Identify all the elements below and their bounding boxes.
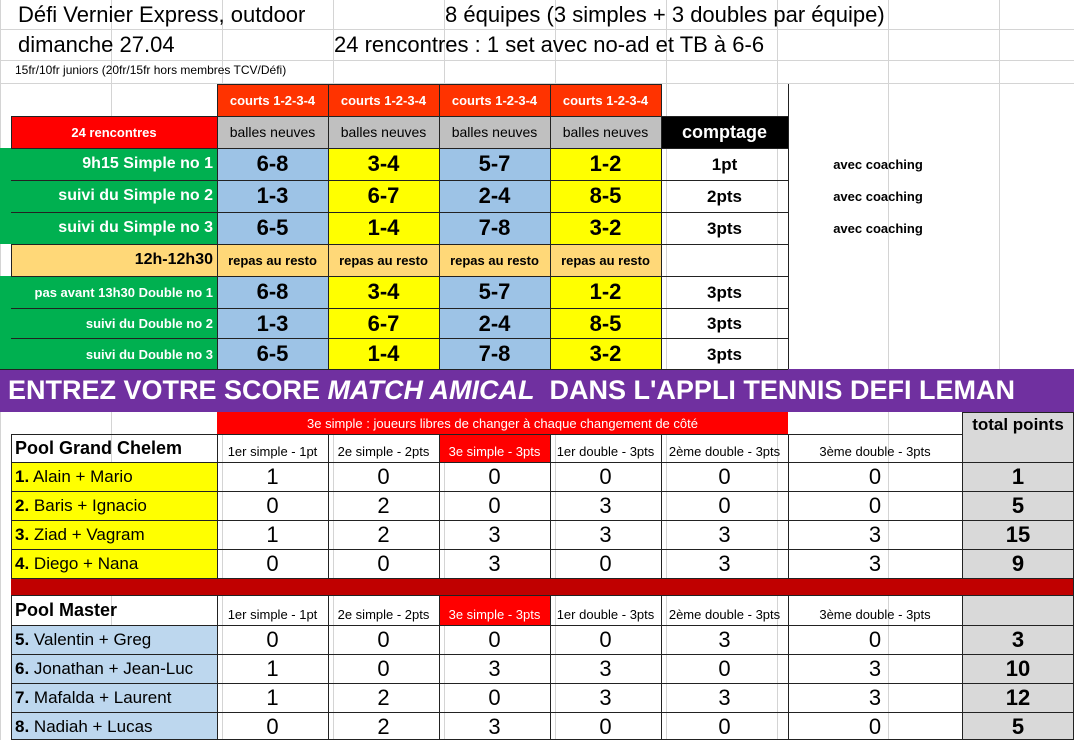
team-label: Ziad + Vagram	[29, 525, 145, 544]
points-value: 3pts	[707, 282, 742, 302]
grid-line	[11, 338, 788, 339]
column-header: 2e simple - 2pts	[337, 607, 430, 622]
team-label: Jonathan + Jean-Luc	[29, 659, 194, 678]
match-pairing: 6-8	[217, 276, 328, 308]
team-name	[11, 654, 217, 683]
double-row-label: suivi du Double no 3	[85, 346, 213, 362]
grid-line	[11, 212, 788, 213]
grid-line	[550, 84, 551, 369]
team-label: Mafalda + Laurent	[29, 688, 172, 707]
team-label: Alain + Mario	[29, 467, 133, 486]
grid-line	[217, 595, 218, 740]
grid-line	[217, 84, 218, 369]
team-number: 4.	[15, 554, 30, 573]
team-label: Nadiah + Lucas	[29, 717, 153, 736]
score-cell: 0	[488, 492, 501, 518]
rencontres-count: 24 rencontres	[11, 116, 217, 148]
lunch-label: repas au resto	[217, 244, 328, 276]
points-value: 3pts	[707, 314, 742, 333]
score-cell: 2	[377, 684, 390, 710]
column-header: 1er double - 3pts	[556, 444, 655, 459]
column-header: 1er simple - 1pt	[227, 607, 318, 622]
lunch-label: repas au resto	[328, 244, 439, 276]
grid-line	[11, 654, 1074, 655]
courts-header: courts 1-2-3-4	[550, 84, 661, 116]
score-cell: 0	[868, 463, 882, 489]
grid-line	[11, 180, 788, 181]
grid-line	[439, 434, 440, 578]
score-cell: 3	[599, 492, 612, 518]
score-cell: 1	[266, 684, 279, 710]
match-pairing: 7-8	[439, 339, 550, 369]
column-header: 3ème double - 3pts	[819, 607, 931, 622]
team-number: 2.	[15, 496, 30, 515]
balls-label: balles neuves	[328, 116, 439, 148]
match-pairing: 1-2	[550, 148, 661, 180]
score-cell: 0	[377, 655, 390, 681]
team-total: 5	[962, 712, 1074, 740]
grid-line	[439, 84, 440, 369]
score-cell: 3	[599, 521, 612, 547]
score-cell: 0	[868, 713, 882, 739]
score-cell: 3	[868, 521, 882, 547]
team-name	[11, 683, 217, 712]
score-cell: 3	[488, 550, 501, 576]
team-number: 7.	[15, 688, 30, 707]
score-cell: 0	[868, 492, 882, 518]
team-total: 5	[962, 491, 1074, 520]
team-total: 10	[962, 654, 1074, 683]
team-total: 3	[962, 625, 1074, 654]
third-single-note: 3e simple : joueurs libres de changer à chaque changement de côté	[217, 412, 788, 434]
column-header: 3e simple - 3pts	[439, 434, 550, 462]
column-header: 2e simple - 2pts	[337, 444, 430, 459]
grid-line	[11, 625, 1074, 626]
match-pairing: 3-4	[328, 276, 439, 308]
team-name	[11, 625, 217, 654]
score-cell: 0	[266, 492, 279, 518]
match-pairing: 6-5	[217, 339, 328, 369]
coaching-note: avec coaching	[833, 188, 923, 204]
simple-row-label: suivi du Simple no 3	[58, 219, 213, 236]
match-pairing: 6-8	[217, 148, 328, 180]
team-total: 1	[962, 462, 1074, 491]
grid-line	[11, 683, 1074, 684]
column-header: 3e simple - 3pts	[439, 595, 550, 625]
grid-line	[11, 116, 12, 148]
column-header: 1er double - 3pts	[556, 607, 655, 622]
score-cell: 0	[718, 492, 731, 518]
score-cell: 0	[488, 684, 501, 710]
score-cell: 3	[488, 713, 501, 739]
grid-line	[550, 595, 551, 740]
lunch-label: repas au resto	[439, 244, 550, 276]
grid-line	[11, 308, 788, 309]
score-cell: 0	[266, 550, 279, 576]
score-cell: 0	[488, 463, 501, 489]
team-number: 3.	[15, 525, 30, 544]
match-pairing: 6-5	[217, 212, 328, 244]
score-cell: 1	[266, 521, 279, 547]
score-cell: 2	[377, 713, 390, 739]
score-cell: 3	[868, 655, 882, 681]
score-cell: 3	[718, 521, 731, 547]
grid-line	[11, 244, 788, 245]
format-info: 24 rencontres : 1 set avec no-ad et TB à 6-6	[334, 31, 765, 57]
teams-info: 8 équipes (3 simples + 3 doubles par équipe)	[445, 1, 885, 27]
grid-line	[11, 434, 962, 435]
score-cell: 3	[718, 626, 731, 652]
grid-line	[0, 369, 788, 370]
match-pairing: 6-7	[328, 180, 439, 212]
score-cell: 0	[868, 626, 882, 652]
score-cell: 0	[266, 626, 279, 652]
banner-text-start: ENTREZ VOTRE SCORE	[8, 375, 328, 405]
comptage-header: comptage	[661, 116, 788, 148]
match-pairing: 3-2	[550, 339, 661, 369]
score-cell: 0	[718, 655, 731, 681]
column-header: 3ème double - 3pts	[819, 444, 931, 459]
score-cell: 3	[718, 684, 731, 710]
team-name	[11, 462, 217, 491]
score-cell: 3	[599, 655, 612, 681]
score-cell: 1	[266, 463, 279, 489]
points-value: 1pt	[711, 154, 738, 174]
total-column-bg	[962, 434, 1074, 462]
score-cell: 3	[868, 550, 882, 576]
lunch-label: repas au resto	[550, 244, 661, 276]
column-header: 2ème double - 3pts	[668, 607, 781, 622]
column-header: 1er simple - 1pt	[227, 444, 318, 459]
grid-line	[962, 412, 1074, 413]
match-pairing: 5-7	[439, 276, 550, 308]
match-pairing: 1-4	[328, 339, 439, 369]
banner-text-end: DANS L'APPLI TENNIS DEFI LEMAN	[534, 375, 1015, 405]
grid-line	[661, 595, 662, 740]
score-cell: 3	[599, 684, 612, 710]
grid-line	[962, 412, 963, 434]
match-pairing: 6-7	[328, 308, 439, 339]
balls-label: balles neuves	[550, 116, 661, 148]
grid-line	[788, 595, 789, 740]
pool-separator	[11, 578, 1074, 595]
match-pairing: 1-3	[217, 308, 328, 339]
grid-line	[11, 712, 1074, 713]
score-cell: 0	[488, 626, 501, 652]
score-cell: 0	[599, 713, 612, 739]
grid-line	[11, 116, 788, 117]
team-name	[11, 491, 217, 520]
grid-line	[661, 434, 662, 578]
score-cell: 2	[377, 521, 390, 547]
balls-label: balles neuves	[217, 116, 328, 148]
points-value: 2pts	[707, 186, 742, 206]
double-row-label: pas avant 13h30 Double no 1	[34, 284, 213, 300]
total-points-header: total points	[962, 412, 1074, 436]
score-cell: 0	[599, 626, 612, 652]
simple-row-label: suivi du Simple no 2	[58, 187, 213, 204]
total-column-bg	[962, 595, 1074, 625]
grid-line	[11, 595, 12, 740]
score-cell: 2	[377, 492, 390, 518]
team-total: 15	[962, 520, 1074, 549]
team-name	[11, 520, 217, 549]
team-number: 6.	[15, 659, 30, 678]
event-date: dimanche 27.04	[18, 31, 175, 57]
score-cell: 0	[377, 626, 390, 652]
grid-line	[217, 434, 218, 578]
match-pairing: 2-4	[439, 180, 550, 212]
team-total: 12	[962, 683, 1074, 712]
match-pairing: 8-5	[550, 308, 661, 339]
courts-header: courts 1-2-3-4	[439, 84, 550, 116]
grid-line	[11, 462, 1074, 463]
grid-line	[962, 434, 963, 578]
grid-line	[328, 434, 329, 578]
points-value: 3pts	[707, 218, 742, 238]
score-cell: 0	[377, 550, 390, 576]
match-pairing: 5-7	[439, 148, 550, 180]
match-pairing: 3-4	[328, 148, 439, 180]
grid-line	[11, 434, 12, 578]
grid-line	[11, 520, 1074, 521]
points-value: 3pts	[707, 344, 742, 364]
grid-line	[11, 578, 1074, 579]
score-cell: 3	[718, 550, 731, 576]
grid-line	[11, 148, 788, 149]
grid-line	[661, 116, 662, 369]
match-pairing: 3-2	[550, 212, 661, 244]
lunch-time: 12h-12h30	[11, 244, 217, 276]
double-row-label: suivi du Double no 2	[85, 316, 213, 331]
grid-line	[962, 595, 963, 740]
team-total: 9	[962, 549, 1074, 578]
fees-info: 15fr/10fr juniors (20fr/15fr hors membres TCV/Défi)	[15, 63, 287, 77]
courts-header: courts 1-2-3-4	[217, 84, 328, 116]
team-name	[11, 712, 217, 740]
score-cell: 0	[599, 463, 612, 489]
match-pairing: 8-5	[550, 180, 661, 212]
grid-line	[788, 84, 789, 369]
match-pairing: 1-2	[550, 276, 661, 308]
team-label: Valentin + Greg	[29, 630, 152, 649]
grid-line	[550, 434, 551, 578]
banner-emphasis: MATCH AMICAL	[327, 375, 535, 405]
grid-line	[328, 84, 329, 369]
event-title: Défi Vernier Express, outdoor	[18, 1, 306, 27]
balls-label: balles neuves	[439, 116, 550, 148]
coaching-note: avec coaching	[833, 220, 923, 236]
score-cell: 3	[868, 684, 882, 710]
pool-name: Pool Grand Chelem	[15, 438, 183, 458]
grid-line	[11, 595, 1074, 596]
grid-line	[11, 491, 1074, 492]
team-number: 1.	[15, 467, 30, 486]
score-cell: 3	[488, 655, 501, 681]
score-banner	[0, 369, 1074, 412]
team-label: Baris + Ignacio	[29, 496, 147, 515]
column-header: 2ème double - 3pts	[668, 444, 781, 459]
courts-header: courts 1-2-3-4	[328, 84, 439, 116]
grid-line	[328, 595, 329, 740]
team-label: Diego + Nana	[29, 554, 139, 573]
match-pairing: 7-8	[439, 212, 550, 244]
coaching-note: avec coaching	[833, 156, 923, 172]
score-cell: 0	[718, 713, 731, 739]
grid-line	[788, 434, 789, 578]
team-name	[11, 549, 217, 578]
match-pairing: 2-4	[439, 308, 550, 339]
team-number: 5.	[15, 630, 30, 649]
team-number: 8.	[15, 717, 30, 736]
pool-name: Pool Master	[15, 600, 118, 620]
match-pairing: 1-3	[217, 180, 328, 212]
score-cell: 0	[718, 463, 731, 489]
score-cell: 0	[266, 713, 279, 739]
score-cell: 0	[377, 463, 390, 489]
grid-line	[11, 244, 12, 276]
grid-line	[11, 276, 788, 277]
score-cell: 3	[488, 521, 501, 547]
score-cell: 1	[266, 655, 279, 681]
simple-row-label: 9h15 Simple no 1	[82, 155, 213, 172]
score-cell: 0	[599, 550, 612, 576]
grid-line	[439, 595, 440, 740]
match-pairing: 1-4	[328, 212, 439, 244]
grid-line	[11, 549, 1074, 550]
